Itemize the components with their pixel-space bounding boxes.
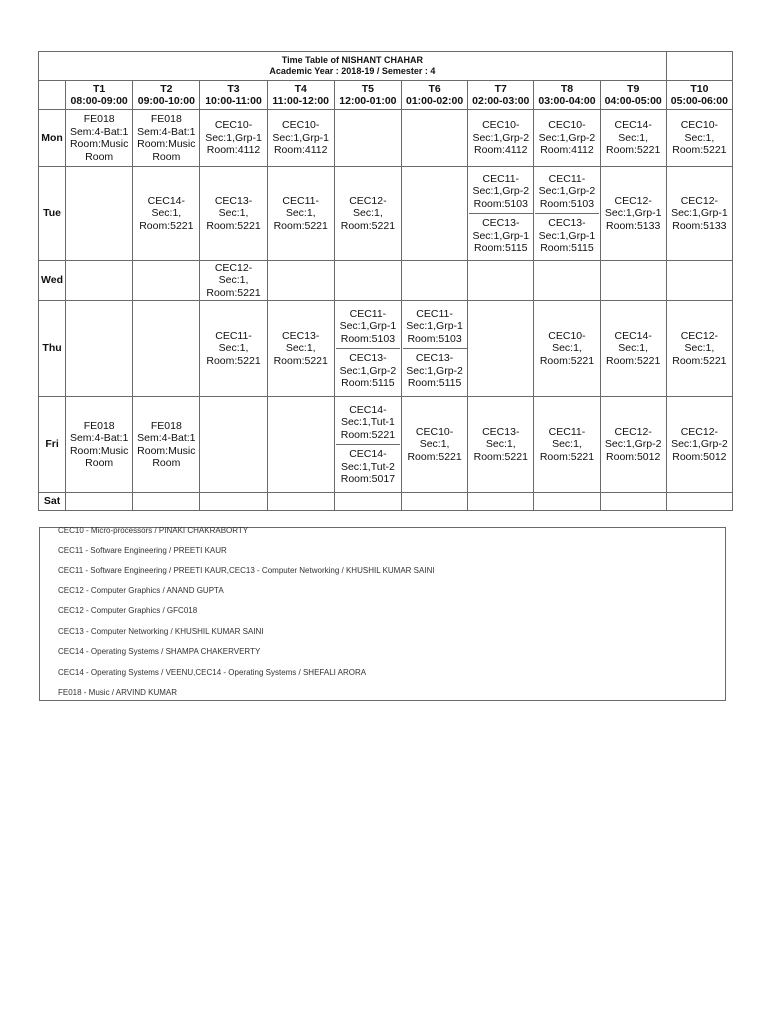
slot-time: 12:00-01:00 xyxy=(339,95,397,107)
day-row-sat xyxy=(39,493,733,511)
slot-cell xyxy=(600,110,666,167)
class-entry: CEC14- Sec:1,Tut-2 Room:5017 xyxy=(340,448,396,485)
class-entry: CEC10- Sec:1,Grp-1 Room:4112 xyxy=(205,119,262,157)
slot-time: 11:00-12:00 xyxy=(272,95,330,107)
slot-cell xyxy=(334,167,401,261)
legend-item: CEC11 - Software Engineering / PREETI KAUR,CEC13 - Computer Networking / KHUSHIL KUMAR SAINI xyxy=(58,566,435,575)
day-label: Wed xyxy=(39,261,66,301)
slot-cell xyxy=(402,261,468,301)
slot-cell xyxy=(666,397,732,493)
class-entry: CEC13- Sec:1, Room:5221 xyxy=(206,194,261,232)
timetable-title xyxy=(39,52,667,81)
title-row xyxy=(39,52,733,81)
slot-code: T8 xyxy=(560,82,574,95)
class-entry: CEC12- Sec:1,Grp-2 Room:5012 xyxy=(604,425,662,463)
slot-cell xyxy=(267,397,334,493)
slot-cell xyxy=(468,493,534,511)
legend-item: CEC13 - Computer Networking / KHUSHIL KUMAR SAINI xyxy=(58,627,264,636)
corner-cell xyxy=(39,81,66,110)
class-entry: CEC14- Sec:1,Tut-1 Room:5221 xyxy=(340,403,396,441)
slot-header-t2 xyxy=(133,81,200,110)
day-row-fri xyxy=(39,397,733,493)
slot-code: T7 xyxy=(494,82,507,95)
slot-cell xyxy=(267,301,334,397)
entry-divider xyxy=(336,444,400,445)
class-entry: CEC14- Sec:1, Room:5221 xyxy=(139,194,194,232)
slot-cell xyxy=(200,110,267,167)
class-entry: CEC14- Sec:1, Room:5221 xyxy=(606,119,661,157)
class-entry: CEC12- Sec:1,Grp-1 Room:5133 xyxy=(604,194,662,232)
entry-divider xyxy=(469,213,533,214)
day-row-thu xyxy=(39,301,733,397)
slot-cell xyxy=(666,110,732,167)
slot-header-t1 xyxy=(66,81,133,110)
class-entry: CEC11- Sec:1,Grp-1 Room:5103 xyxy=(339,307,397,345)
slot-cell xyxy=(402,167,468,261)
slot-cell xyxy=(402,301,468,397)
slot-cell xyxy=(133,261,200,301)
slot-header-t5 xyxy=(334,81,401,110)
slot-cell xyxy=(334,301,401,397)
slot-code: T9 xyxy=(627,82,640,95)
slot-cell xyxy=(468,261,534,301)
slot-cell xyxy=(66,301,133,397)
class-entry: CEC12- Sec:1, Room:5221 xyxy=(206,261,261,299)
entry-divider xyxy=(535,213,599,214)
day-label: Mon xyxy=(39,110,66,167)
legend-item: CEC10 - Micro-processors / PINAKI CHAKRABORTY xyxy=(58,526,249,535)
legend-item: CEC12 - Computer Graphics / GFC018 xyxy=(58,606,198,615)
slot-cell xyxy=(66,397,133,493)
slot-cell xyxy=(133,397,200,493)
slot-header-t7 xyxy=(468,81,534,110)
slot-time: 04:00-05:00 xyxy=(604,95,662,107)
slot-cell xyxy=(600,301,666,397)
day-label: Tue xyxy=(39,167,66,261)
slot-cell xyxy=(200,261,267,301)
slot-cell xyxy=(133,301,200,397)
class-entry: CEC12- Sec:1, Room:5221 xyxy=(672,329,727,367)
course-legend xyxy=(39,527,726,701)
slot-cell xyxy=(600,167,666,261)
legend-item: CEC12 - Computer Graphics / ANAND GUPTA xyxy=(58,586,224,595)
legend-item: CEC14 - Operating Systems / SHAMPA CHAKERVERTY xyxy=(58,647,261,656)
slot-cell xyxy=(666,493,732,511)
class-entry: CEC10- Sec:1,Grp-1 Room:4112 xyxy=(272,119,330,157)
class-entry: FE018 Sem:4-Bat:1 Room:Music Room xyxy=(69,113,129,163)
legend-item: FE018 - Music / ARVIND KUMAR xyxy=(58,688,177,697)
slot-header-t3 xyxy=(200,81,267,110)
slot-cell xyxy=(334,397,401,493)
slot-cell xyxy=(468,167,534,261)
slot-code: T2 xyxy=(160,82,173,95)
slot-header-t10 xyxy=(666,81,732,110)
day-label: Thu xyxy=(39,301,66,397)
slot-time: 02:00-03:00 xyxy=(472,95,530,107)
entry-divider xyxy=(336,348,400,349)
slot-cell xyxy=(66,167,133,261)
day-row-tue xyxy=(39,167,733,261)
class-entry: CEC13- Sec:1,Grp-2 Room:5115 xyxy=(339,352,397,389)
slot-cell xyxy=(66,493,133,511)
day-label: Sat xyxy=(39,493,66,511)
class-entry: FE018 Sem:4-Bat:1 Room:Music Room xyxy=(137,113,196,163)
timetable xyxy=(38,51,733,511)
slot-time: 10:00-11:00 xyxy=(205,95,262,107)
slot-header-t9 xyxy=(600,81,666,110)
slot-cell xyxy=(200,167,267,261)
slot-header-t6 xyxy=(402,81,468,110)
slot-cell xyxy=(267,261,334,301)
slot-cell xyxy=(267,110,334,167)
slot-cell xyxy=(334,261,401,301)
class-entry: CEC11- Sec:1, Room:5221 xyxy=(206,329,261,367)
class-entry: CEC13- Sec:1,Grp-1 Room:5115 xyxy=(538,217,596,254)
class-entry: CEC14- Sec:1, Room:5221 xyxy=(606,329,661,367)
class-entry: CEC10- Sec:1, Room:5221 xyxy=(539,329,595,367)
class-entry: CEC13- Sec:1, Room:5221 xyxy=(273,329,328,367)
slot-cell xyxy=(267,493,334,511)
slot-cell xyxy=(267,167,334,261)
class-entry: CEC11- Sec:1,Grp-2 Room:5103 xyxy=(538,172,596,210)
slot-cell xyxy=(468,301,534,397)
slot-cell xyxy=(402,110,468,167)
slot-code: T1 xyxy=(93,82,106,95)
class-entry: CEC10- Sec:1,Grp-2 Room:4112 xyxy=(538,119,596,157)
slot-time: 09:00-10:00 xyxy=(137,95,195,107)
class-entry: CEC13- Sec:1, Room:5221 xyxy=(473,425,528,463)
entry-divider xyxy=(403,348,467,349)
class-entry: CEC13- Sec:1,Grp-2 Room:5115 xyxy=(406,352,463,389)
slot-time: 01:00-02:00 xyxy=(405,95,464,107)
class-entry: CEC10- Sec:1, Room:5221 xyxy=(672,119,727,157)
slot-cell xyxy=(534,261,600,301)
slot-cell xyxy=(534,301,600,397)
slot-time: 08:00-09:00 xyxy=(70,95,128,107)
slot-cell xyxy=(468,397,534,493)
slot-cell xyxy=(666,301,732,397)
slot-cell xyxy=(200,301,267,397)
class-entry: CEC12- Sec:1, Room:5221 xyxy=(340,194,396,232)
class-entry: FE018 Sem:4-Bat:1 Room:Music Room xyxy=(69,419,129,469)
class-entry: CEC11- Sec:1,Grp-1 Room:5103 xyxy=(406,307,463,345)
slot-time: 05:00-06:00 xyxy=(670,95,728,107)
class-entry: CEC11- Sec:1,Grp-2 Room:5103 xyxy=(472,172,530,210)
slot-cell xyxy=(468,110,534,167)
day-label: Fri xyxy=(39,397,66,493)
slot-header-t4 xyxy=(267,81,334,110)
slot-code: T4 xyxy=(294,82,307,95)
slot-code: T6 xyxy=(428,82,441,95)
slot-cell xyxy=(600,261,666,301)
title-text: Time Table of NISHANT CHAHAR xyxy=(281,55,423,65)
class-entry: CEC13- Sec:1,Grp-1 Room:5115 xyxy=(472,217,530,254)
slot-cell xyxy=(200,397,267,493)
slot-cell xyxy=(666,261,732,301)
day-row-mon xyxy=(39,110,733,167)
slot-cell xyxy=(534,167,600,261)
slot-header-t8 xyxy=(534,81,600,110)
class-entry: CEC10- Sec:1, Room:5221 xyxy=(407,425,462,463)
legend-item: CEC14 - Operating Systems / VEENU,CEC14 - Operating Systems / SHEFALI ARORA xyxy=(58,668,367,677)
slot-cell xyxy=(534,110,600,167)
slot-cell xyxy=(133,110,200,167)
class-entry: CEC11- Sec:1, Room:5221 xyxy=(273,194,328,232)
slot-code: T3 xyxy=(227,82,240,95)
slot-time: 03:00-04:00 xyxy=(538,95,596,107)
slot-code: T10 xyxy=(690,82,709,95)
slot-code: T5 xyxy=(361,82,375,95)
slot-cell xyxy=(402,493,468,511)
slot-cell xyxy=(133,167,200,261)
slot-cell xyxy=(334,110,401,167)
legend-item: CEC11 - Software Engineering / PREETI KAUR xyxy=(58,546,227,555)
slot-header-row xyxy=(39,81,733,110)
class-entry: CEC10- Sec:1,Grp-2 Room:4112 xyxy=(472,119,530,157)
slot-cell xyxy=(534,397,600,493)
slot-cell xyxy=(200,493,267,511)
class-entry: CEC11- Sec:1, Room:5221 xyxy=(539,425,595,463)
slot-cell xyxy=(600,397,666,493)
slot-cell xyxy=(666,167,732,261)
title-blank-cell xyxy=(666,52,732,81)
day-row-wed xyxy=(39,261,733,301)
slot-cell xyxy=(66,261,133,301)
slot-cell xyxy=(402,397,468,493)
slot-cell xyxy=(334,493,401,511)
subtitle-text: Academic Year : 2018-19 / Semester : 4 xyxy=(269,66,436,76)
class-entry: CEC12- Sec:1,Grp-2 Room:5012 xyxy=(671,425,728,463)
class-entry: CEC12- Sec:1,Grp-1 Room:5133 xyxy=(671,194,728,232)
slot-cell xyxy=(133,493,200,511)
slot-cell xyxy=(534,493,600,511)
slot-cell xyxy=(600,493,666,511)
slot-cell xyxy=(66,110,133,167)
class-entry: FE018 Sem:4-Bat:1 Room:Music Room xyxy=(137,419,196,469)
